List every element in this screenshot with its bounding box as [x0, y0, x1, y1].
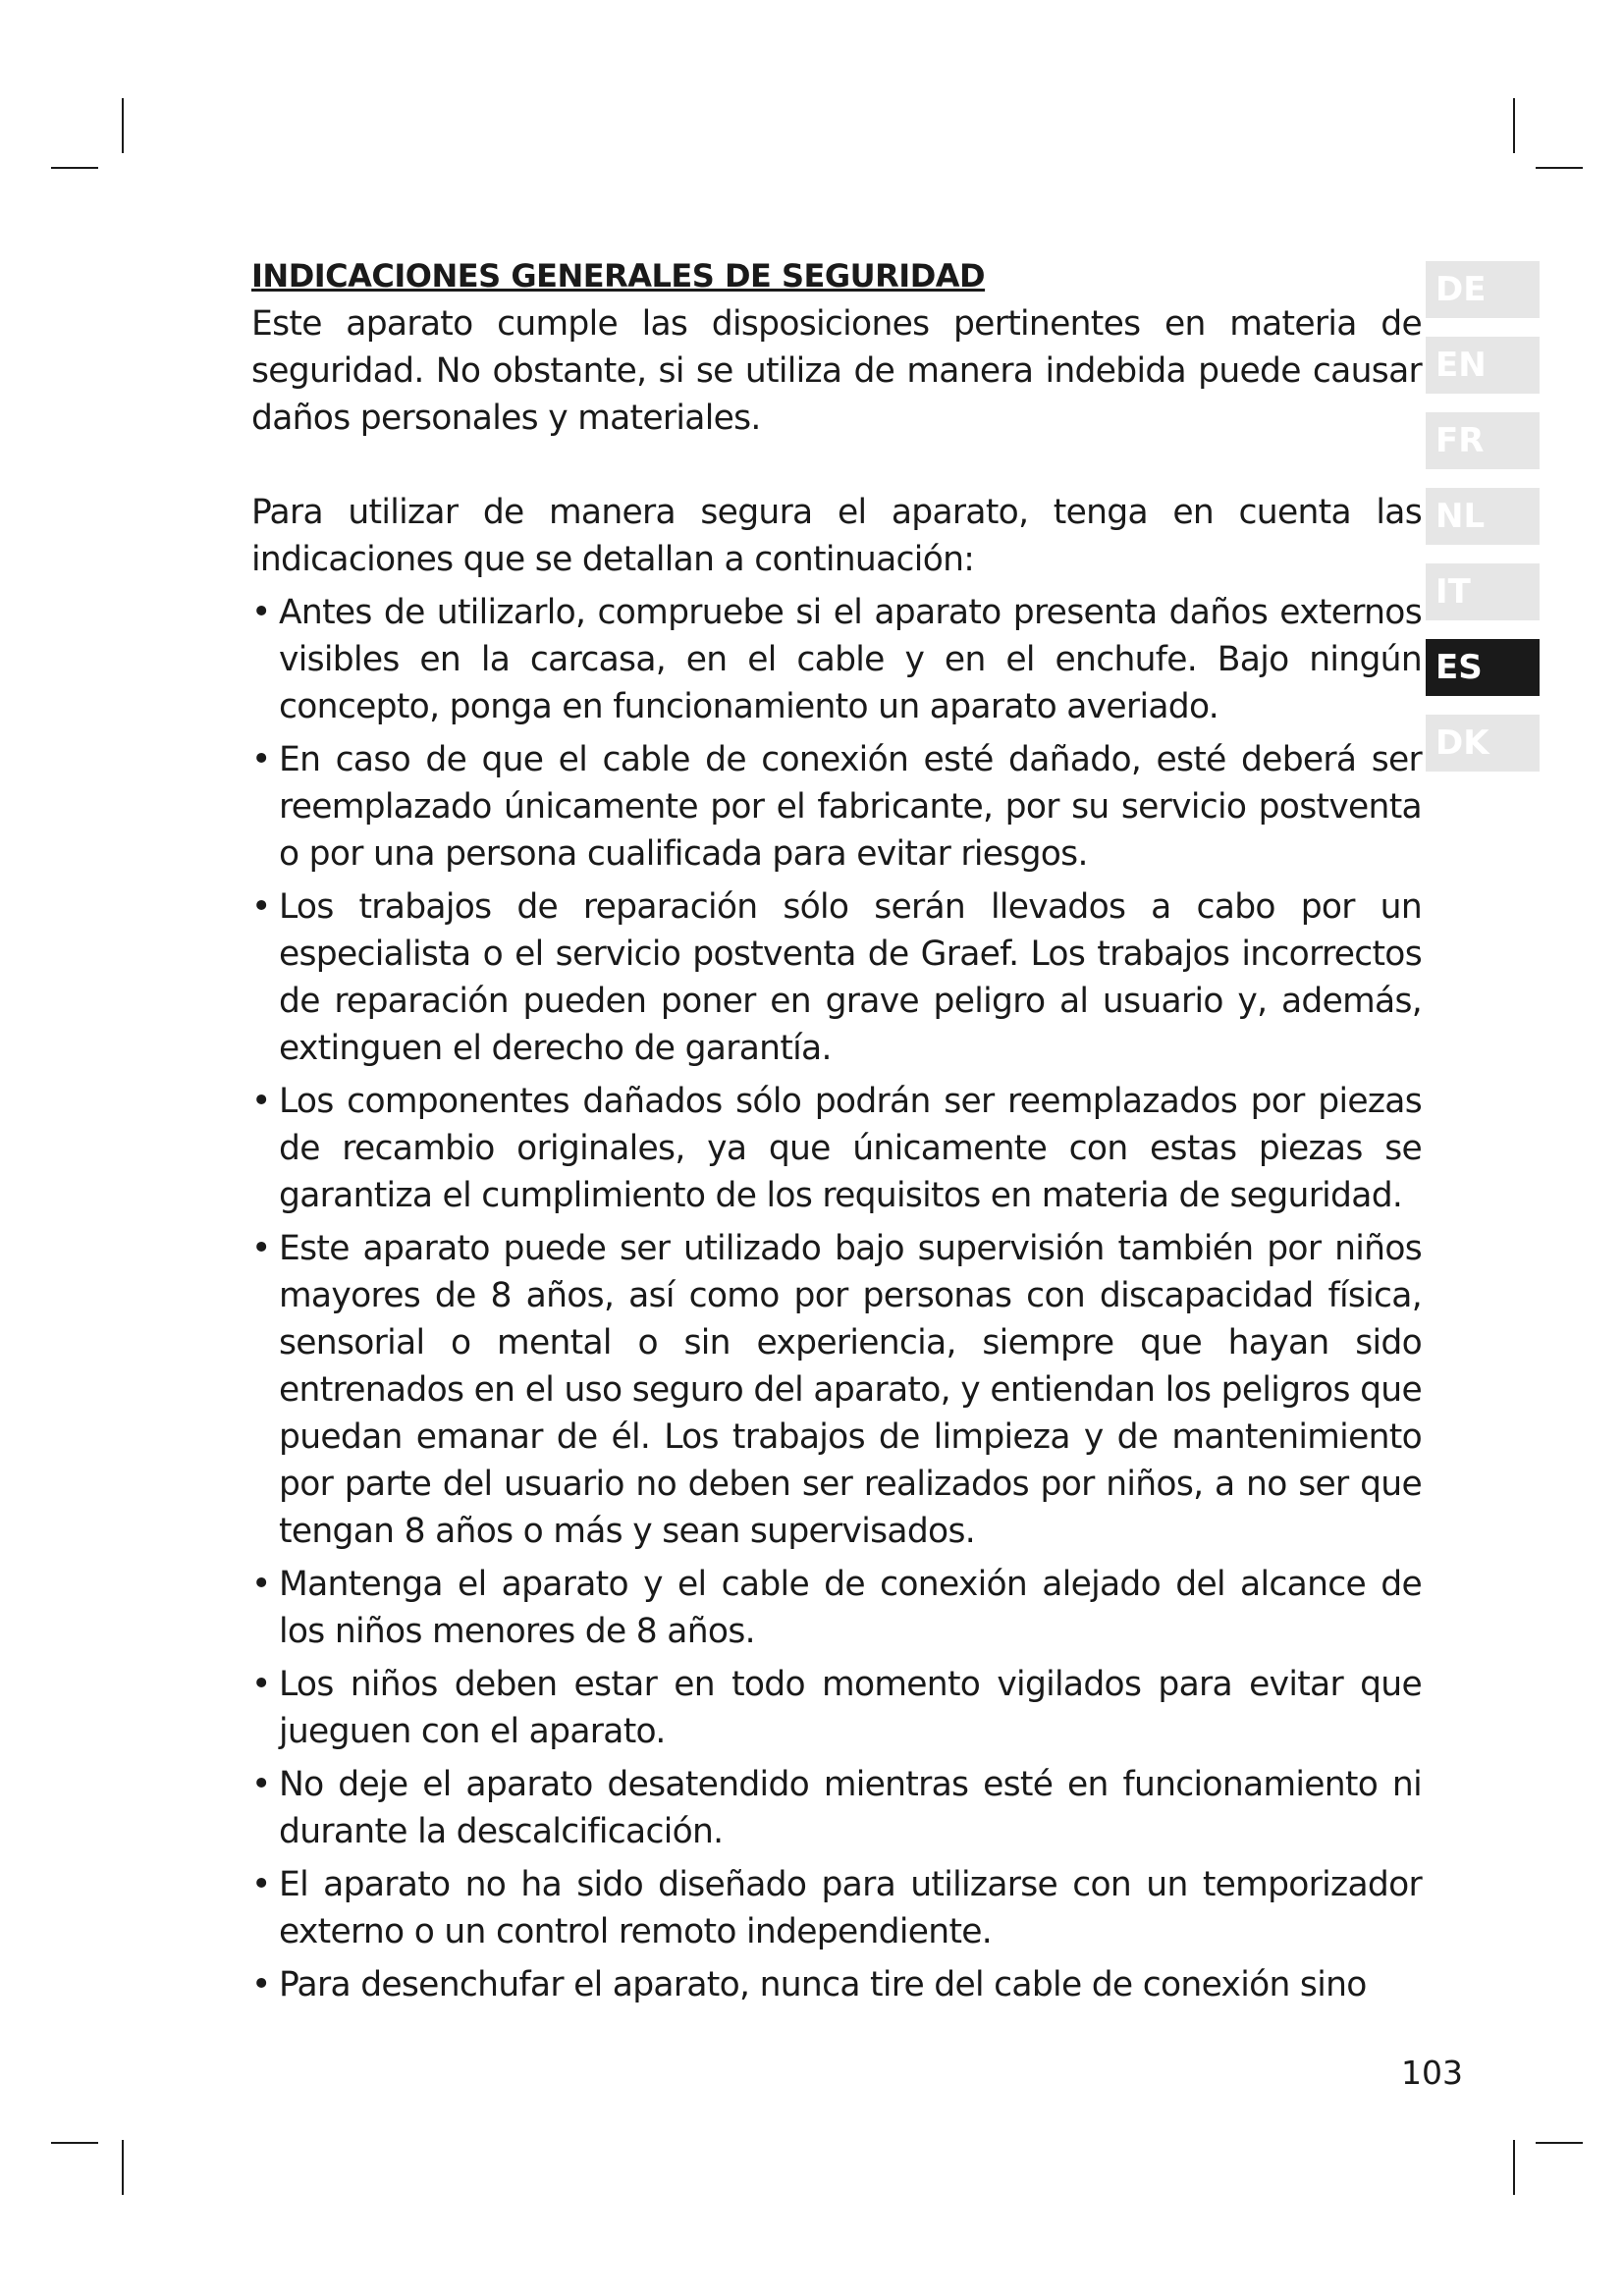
- language-tab-fr: FR: [1426, 412, 1540, 469]
- crop-mark-bottom-left-vertical: [122, 2140, 124, 2195]
- language-tab-dk: DK: [1426, 715, 1540, 772]
- list-item: • El aparato no ha sido diseñado para utilizarse con un temporizador externo o un control remoto independiente.: [251, 1861, 1422, 1955]
- crop-mark-bottom-right-vertical: [1513, 2140, 1515, 2195]
- list-item: • Este aparato puede ser utilizado bajo supervisión también por niños mayores de 8 años, así como por personas con discapacidad física, sensorial o mental o sin experiencia, siempre que hayan sido entrenados en el uso seguro del aparato, y entiendan los peligros que puedan emanar de él. Los trabajos de limpieza y de mantenimiento por parte del usuario no deben ser realizados por niños, a no ser que tengan 8 años o más y sean supervisados.: [251, 1225, 1422, 1555]
- crop-mark-bottom-right-horizontal: [1536, 2142, 1583, 2144]
- list-item: • Los componentes dañados sólo podrán ser reemplazados por piezas de recambio originales, ya que únicamente con estas piezas se garantiza el cumplimiento de los requisitos en materia de seguridad.: [251, 1078, 1422, 1219]
- list-item: • Antes de utilizarlo, compruebe si el aparato presenta daños externos visibles en la carcasa, en el cable y en el enchufe. Bajo ningún concepto, ponga en funcionamiento un aparato averiado.: [251, 589, 1422, 730]
- list-item: • Mantenga el aparato y el cable de conexión alejado del alcance de los niños menores de 8 años.: [251, 1561, 1422, 1655]
- section-heading: INDICACIONES GENERALES DE SEGURIDAD: [251, 257, 986, 294]
- page-number: 103: [1401, 2054, 1463, 2092]
- list-item: • Los trabajos de reparación sólo serán llevados a cabo por un especialista o el servicio postventa de Graef. Los trabajos incorrectos de reparación pueden poner en grave peligro al usuario y, además, extinguen el derecho de garantía.: [251, 883, 1422, 1072]
- language-tab-en: EN: [1426, 337, 1540, 394]
- crop-mark-top-left-horizontal: [51, 167, 98, 169]
- language-tab-it: IT: [1426, 563, 1540, 620]
- list-item: • Para desenchufar el aparato, nunca tire del cable de conexión sino: [251, 1961, 1422, 2008]
- crop-mark-top-left-vertical: [122, 98, 124, 153]
- safety-list: [251, 589, 1422, 2008]
- list-item: • Los niños deben estar en todo momento vigilados para evitar que jueguen con el aparato.: [251, 1661, 1422, 1755]
- crop-mark-bottom-left-horizontal: [51, 2142, 98, 2144]
- crop-mark-top-right-horizontal: [1536, 167, 1583, 169]
- list-item: • En caso de que el cable de conexión esté dañado, esté deberá ser reemplazado únicamente por el fabricante, por su servicio postventa o por una persona cualificada para evitar riesgos.: [251, 736, 1422, 878]
- list-item: • No deje el aparato desatendido mientras esté en funcionamiento ni durante la descalcificación.: [251, 1761, 1422, 1855]
- language-tab-de: DE: [1426, 261, 1540, 318]
- instruction-paragraph: Para utilizar de manera segura el aparato, tenga en cuenta las indicaciones que se detallan a continuación:: [251, 493, 1422, 579]
- language-tab-es: ES: [1426, 639, 1540, 696]
- language-tabs: [1426, 261, 1540, 790]
- language-tab-nl: NL: [1426, 488, 1540, 545]
- crop-mark-top-right-vertical: [1513, 98, 1515, 153]
- main-content: [251, 253, 1422, 2008]
- intro-paragraph: Este aparato cumple las disposiciones pertinentes en materia de seguridad. No obstante, si se utiliza de manera indebida puede causar daños personales y materiales.: [251, 304, 1422, 438]
